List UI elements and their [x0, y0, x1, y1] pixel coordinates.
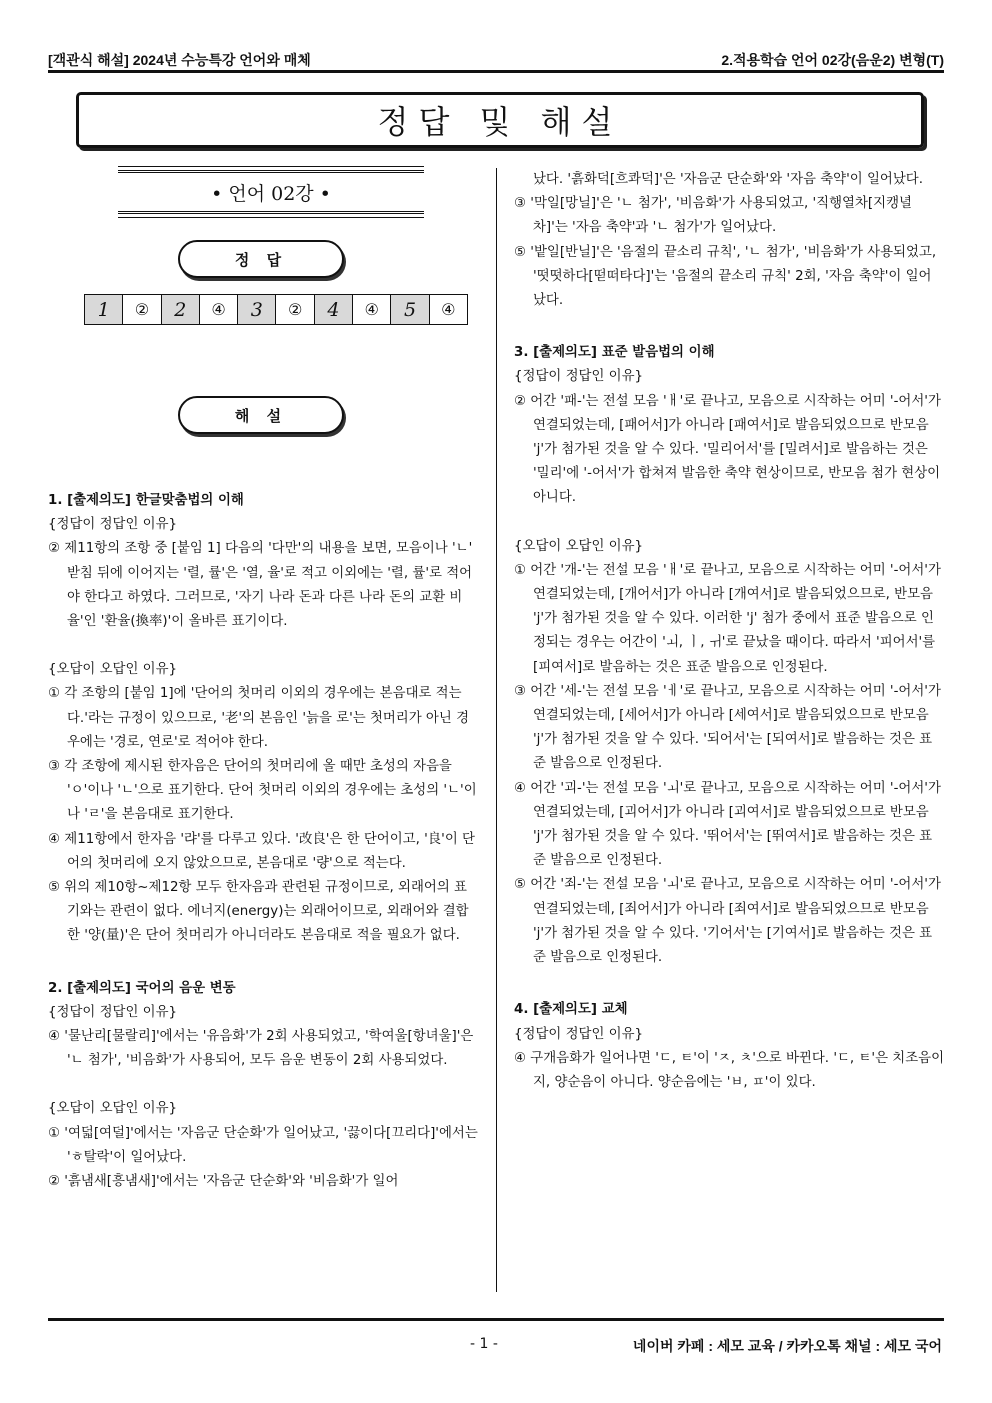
spacer: [48, 949, 478, 977]
answer-table: [84, 294, 468, 325]
answer-choice: ④: [353, 295, 391, 325]
answer-question-number: 5: [391, 295, 429, 325]
header-left: [객관식 해설] 2024년 수능특강 언어와 매체: [48, 52, 311, 68]
page-number: - 1 -: [470, 1336, 498, 1352]
lesson-label: • 언어 02강 •: [118, 170, 424, 214]
explain-label: 해 설: [178, 396, 344, 434]
explanation-item: ④ '물난리[물랄리]'에서는 '유음화'가 2회 사용되었고, '학여울[항녀울]'은 'ㄴ 첨가', '비음화'가 사용되어, 모두 음운 변동이 2회 사용되었다.: [48, 1029, 474, 1069]
explanation-item: ④ 어간 '괴-'는 전설 모음 'ㅚ'로 끝나고, 모음으로 시작하는 어미 '-어서'가 연결되었는데, [괴어서]가 아니라 [괴여서]로 발음되었으므로 반모음 'j'가 첨가된 것을 알 수 있다. '뛰어서'는 [뛰여서]로 발음하는 것은 표준 발음으로 인정된다.: [514, 780, 941, 869]
explanation-item: ② 어간 '패-'는 전설 모음 'ㅐ'로 끝나고, 모음으로 시작하는 어미 '-어서'가 연결되었는데, [패어서]가 아니라 [패여서]로 발음되었으므로 반모음 'j'가 첨가된 것을 알 수 있다. '밀리어서'를 [밀려서]로 발음하는 것은 '밀리'에 '-어서'가 합쳐져 발음한 축약 현상이므로, 반모음 첨가 현상이 아니다.: [514, 393, 941, 506]
subsection-label: {오답이 오답인 이유}: [514, 538, 644, 554]
left-column: [48, 489, 478, 1194]
explanation-item: ② 제11항의 조항 중 [붙임 1] 다음의 '다만'의 내용을 보면, 모음이나 'ㄴ' 받침 뒤에 이어지는 '렬, 률'은 '열, 율'로 적고 이외에는 '렬, 률'로 적어야 한다고 하였다. 그러므로, '자기 나라 돈과 다른 나라 돈의 교환 비율'인 '환율(換率)'이 올바른 표기이다.: [48, 541, 473, 630]
header-right: 2.적용학습 언어 02강(음운2) 변형(T): [721, 52, 944, 68]
spacer: [514, 511, 944, 535]
subsection-label: {정답이 정답인 이유}: [514, 1026, 644, 1042]
footer-contact: 네이버 카페 : 세모 교육 / 카카오톡 채널 : 세모 국어: [632, 1338, 942, 1354]
page-title: 정답 및 해설: [377, 103, 623, 141]
subsection-label: {정답이 정답인 이유}: [514, 369, 644, 385]
answer-question-number: 2: [161, 295, 199, 325]
section-heading: 2. [출제의도] 국어의 음운 변동: [48, 980, 236, 996]
explanation-item: ① 어간 '개-'는 전설 모음 'ㅐ'로 끝나고, 모음으로 시작하는 어미 '-어서'가 연결되었는데, [개어서]가 아니라 [개여서]로 발음되었으므로, 반모음 'j'가 첨가된 것을 알 수 있다. 이러한 'j' 첨가 중에서 표준 발음으로 인정되는 경우는 어간이 'ㅚ, ㅣ, ㅟ'로 끝났을 때이다. 따라서 '피어서'를 [피여서]로 발음하는 것은 표준 발음으로 인정된다.: [514, 562, 941, 675]
column-divider: [496, 168, 497, 1292]
footer-rule: [48, 1318, 944, 1321]
explanation-item: ④ 구개음화가 일어나면 'ㄷ, ㅌ'이 'ㅈ, ㅊ'으로 바뀐다. 'ㄷ, ㅌ'은 치조음이지, 양순음이 아니다. 양순음에는 'ㅂ, ㅍ'이 있다.: [514, 1050, 944, 1090]
explanation-item: ④ 제11항에서 한자음 '랴'를 다루고 있다. '改良'은 한 단어이고, '良'이 단어의 첫머리에 오지 않았으므로, 본음대로 '량'으로 적는다.: [48, 831, 475, 871]
section-heading: 4. [출제의도] 교체: [514, 1002, 628, 1018]
subsection-label: {정답이 정답인 이유}: [48, 1004, 178, 1020]
explanation-item: ③ 각 조항에 제시된 한자음은 단어의 첫머리에 올 때만 초성의 자음을 'ㅇ'이나 'ㄴ'으로 표기한다. 단어 첫머리 이외의 경우에는 초성의 'ㄴ'이나 'ㄹ'을 본음대로 표기한다.: [48, 759, 477, 823]
spacer: [514, 313, 944, 341]
explanation-item: ⑤ 어간 '죄-'는 전설 모음 'ㅚ'로 끝나고, 모음으로 시작하는 어미 '-어서'가 연결되었는데, [죄어서]가 아니라 [죄여서]로 발음되었으므로 반모음 'j'가 첨가된 것을 알 수 있다. '기어서'는 [기여서]로 발음하는 것은 표준 발음으로 인정된다.: [514, 877, 941, 966]
explanation-item: ① '여덟[여덜]'에서는 '자음군 단순화'가 일어났고, '끓이다[끄리다]'에서는 'ㅎ탈락'이 일어났다.: [48, 1125, 478, 1165]
right-column: [514, 168, 944, 1095]
explanation-item: ① 각 조항의 [붙임 1]에 '단어의 첫머리 이외의 경우에는 본음대로 적는다.'라는 규정이 있으므로, '老'의 본음인 '늙을 로'는 첫머리가 아닌 경우에는 '경로, 연로'로 적어야 한다.: [48, 686, 469, 750]
answer-question-number: 4: [314, 295, 352, 325]
spacer: [48, 634, 478, 658]
subsection-label: {정답이 정답인 이유}: [48, 517, 178, 533]
answer-label: 정 답: [178, 240, 344, 278]
answer-choice: ②: [123, 295, 161, 325]
page-header: [48, 44, 944, 70]
section-heading: 3. [출제의도] 표준 발음법의 이해: [514, 345, 715, 361]
answer-row: [85, 295, 468, 325]
spacer: [514, 970, 944, 998]
explanation-item: ② '흙냄새[흥냄새]'에서는 '자음군 단순화'와 '비음화'가 일어: [48, 1174, 399, 1190]
answer-question-number: 1: [85, 295, 123, 325]
answer-question-number: 3: [238, 295, 276, 325]
explanation-item: ⑤ 위의 제10항~제12항 모두 한자음과 관련된 규정이므로, 외래어의 표기와는 관련이 없다. 에너지(energy)는 외래어이므로, 외래어와 결합한 '양(量)'은 단어 첫머리가 아니더라도 본음대로 적을 필요가 없다.: [48, 880, 469, 944]
explanation-item: ⑤ '밭일[반닐]'은 '음절의 끝소리 규칙', 'ㄴ 첨가', '비음화'가 사용되었고, '떳떳하다[떧떠타다]'는 '음절의 끝소리 규칙' 2회, '자음 축약'이 일어났다.: [514, 244, 937, 309]
answer-choice: ④: [429, 295, 467, 325]
title-box: [76, 92, 924, 148]
section-heading: 1. [출제의도] 한글맞춤법의 이해: [48, 493, 244, 508]
answer-choice: ④: [199, 295, 237, 325]
explanation-item: ③ '막일[망닐]'은 'ㄴ 첨가', '비음화'가 사용되었고, '직행열차[지캥녈차]'는 '자음 축약'과 'ㄴ 첨가'가 일어났다.: [514, 196, 912, 236]
spacer: [48, 1073, 478, 1097]
header-rule: [48, 70, 944, 73]
answer-choice: ②: [276, 295, 314, 325]
explanation-continued: 났다. '흙화덕[흐콰덕]'은 '자음군 단순화'와 '자음 축약'이 일어났다.: [533, 172, 923, 187]
subsection-label: {오답이 오답인 이유}: [48, 662, 178, 678]
subsection-label: {오답이 오답인 이유}: [48, 1101, 178, 1117]
explanation-item: ③ 어간 '세-'는 전설 모음 'ㅔ'로 끝나고, 모음으로 시작하는 어미 '-어서'가 연결되었는데, [세어서]가 아니라 [세여서]로 발음되었으므로 반모음 'j'가 첨가된 것을 알 수 있다. '되어서'는 [되여서]로 발음하는 것은 표준 발음으로 인정된다.: [514, 683, 941, 772]
